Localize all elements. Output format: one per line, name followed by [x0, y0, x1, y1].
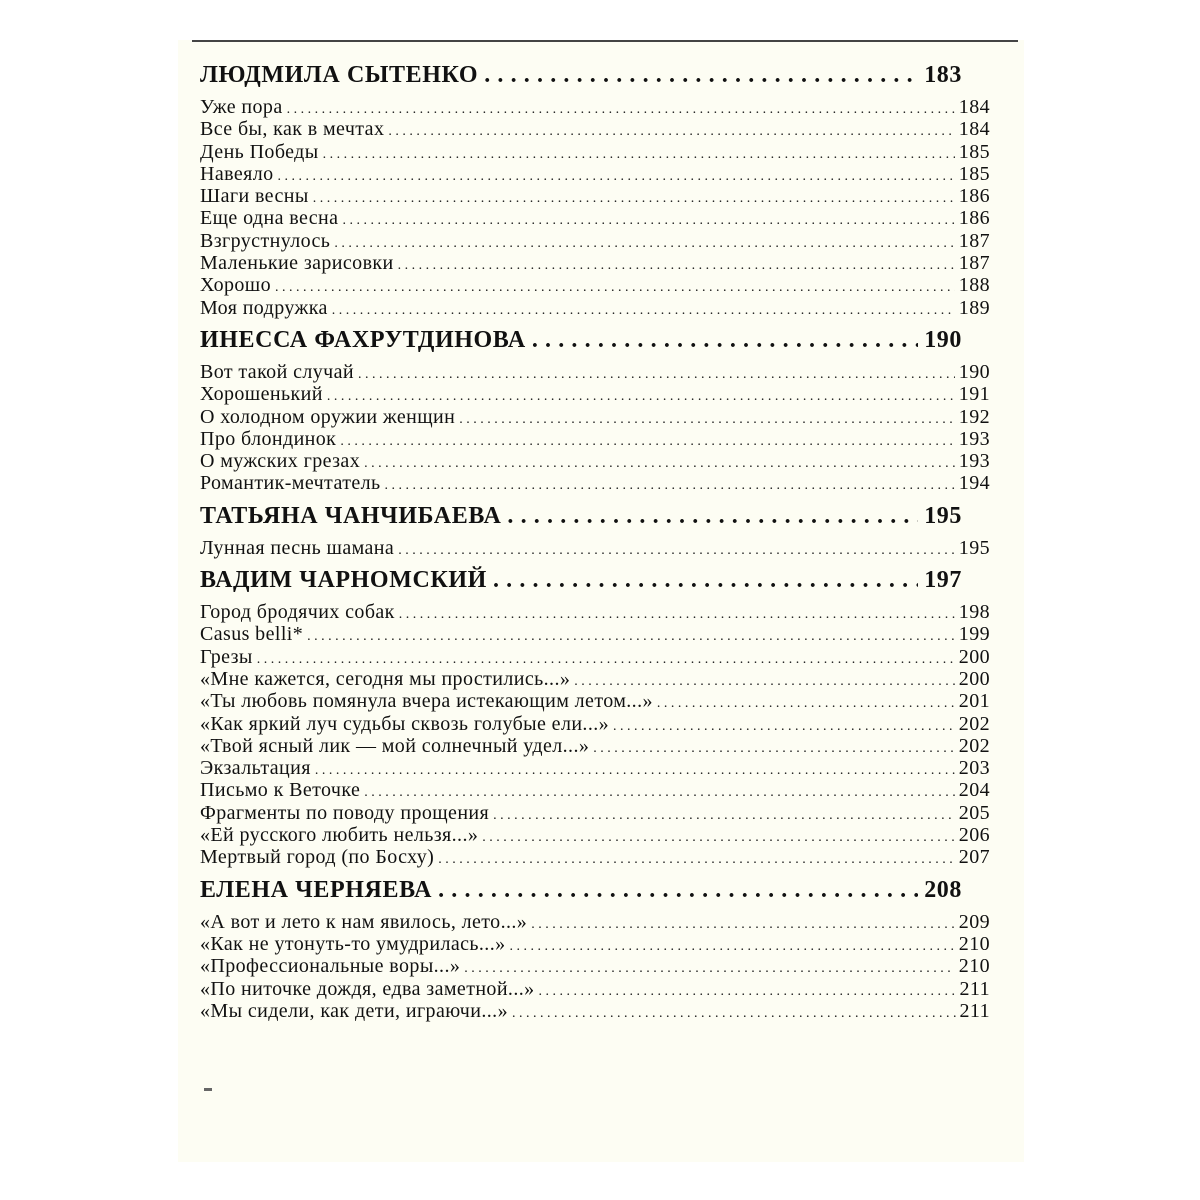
entry-title: О холодном оружии женщин	[200, 405, 456, 428]
entry-title: «А вот и лето к нам явилось, лето...»	[200, 910, 528, 933]
dot-leader	[512, 1000, 956, 1025]
entry-title: Письмо к Веточке	[200, 779, 361, 802]
entry-page-number: 206	[958, 824, 990, 847]
entry-title: «Профессиональные воры...»	[200, 955, 461, 978]
entry-page-number: 205	[958, 801, 990, 824]
toc-entry	[200, 252, 990, 274]
toc-entry	[200, 450, 990, 472]
entry-page-number: 193	[958, 427, 990, 450]
toc-entry	[200, 537, 990, 559]
entry-title: Хорошенький	[200, 383, 323, 406]
toc-entry	[200, 297, 990, 319]
toc-entry	[200, 735, 990, 757]
toc-section	[200, 60, 990, 325]
entry-title: «По ниточке дождя, едва заметной...»	[200, 977, 535, 1000]
dot-leader	[438, 846, 955, 871]
entry-page-number: 187	[958, 229, 990, 252]
entry-title: Экзальтация	[200, 757, 311, 780]
toc-entry	[200, 361, 990, 383]
entry-page-number: 184	[958, 118, 990, 141]
toc-entry	[200, 406, 990, 428]
toc-entry	[200, 472, 990, 494]
entry-page-number: 200	[958, 667, 990, 690]
entry-page-number: 202	[958, 712, 990, 735]
entry-page-number: 186	[958, 207, 990, 230]
toc-section	[200, 501, 990, 565]
author-page-number: 183	[924, 62, 962, 88]
entry-page-number: 188	[958, 274, 990, 297]
table-of-contents	[200, 60, 990, 1028]
toc-entry	[200, 668, 990, 690]
entry-title: Вот такой случай	[200, 360, 354, 383]
entry-title: Хорошо	[200, 274, 271, 297]
author-name: ЛЮДМИЛА СЫТЕНКО	[200, 62, 479, 88]
author-heading	[200, 875, 962, 911]
toc-entry	[200, 824, 990, 846]
dot-leader	[532, 325, 918, 355]
toc-entry	[200, 601, 990, 623]
toc-entry	[200, 96, 990, 118]
toc-entry	[200, 690, 990, 712]
toc-entry	[200, 978, 990, 1000]
author-page-number: 208	[924, 876, 962, 903]
entry-title: Грезы	[200, 645, 253, 668]
entry-title: Фрагменты по поводу прощения	[200, 801, 490, 824]
dot-leader	[438, 875, 918, 905]
entry-page-number: 211	[959, 999, 990, 1022]
toc-entry	[200, 163, 990, 185]
entry-title: День Победы	[200, 140, 319, 163]
entry-title: Шаги весны	[200, 185, 309, 208]
toc-entry	[200, 1000, 990, 1022]
entry-title: Навеяло	[200, 162, 274, 185]
author-name: ТАТЬЯНА ЧАНЧИБАЕВА	[200, 502, 502, 529]
toc-entry	[200, 185, 990, 207]
entry-page-number: 210	[958, 932, 990, 955]
entry-page-number: 204	[958, 779, 990, 802]
toc-entry	[200, 802, 990, 824]
entry-title: Casus belli*	[200, 623, 304, 646]
toc-entry	[200, 757, 990, 779]
entry-title: Мертвый город (по Босху)	[200, 846, 435, 869]
author-heading	[200, 60, 962, 96]
entry-page-number: 195	[958, 536, 990, 559]
toc-entry	[200, 141, 990, 163]
toc-entry	[200, 933, 990, 955]
entry-title: Про блондинок	[200, 427, 337, 450]
toc-entry	[200, 779, 990, 801]
toc-entry	[200, 274, 990, 296]
author-page-number: 195	[924, 502, 962, 529]
toc-section	[200, 875, 990, 1028]
entry-page-number: 200	[958, 645, 990, 668]
entry-title: Взгрустнулось	[200, 229, 331, 252]
entry-page-number: 193	[958, 450, 990, 473]
print-speck	[204, 1088, 212, 1091]
entry-title: «Ты любовь помянула вчера истекающим летом...»	[200, 690, 653, 713]
toc-entry	[200, 207, 990, 229]
dot-leader	[507, 501, 918, 531]
dot-leader	[484, 60, 918, 90]
entry-page-number: 185	[958, 140, 990, 163]
toc-section	[200, 325, 990, 501]
author-heading	[200, 501, 962, 537]
dot-leader	[385, 472, 955, 497]
dot-leader	[398, 537, 955, 562]
entry-title: Еще одна весна	[200, 207, 339, 230]
entry-page-number: 211	[959, 977, 990, 1000]
entry-page-number: 199	[958, 623, 990, 646]
entry-page-number: 207	[958, 846, 990, 869]
entry-title: О мужских грезах	[200, 450, 361, 473]
entry-title: Моя подружка	[200, 296, 328, 319]
author-heading	[200, 565, 962, 601]
entry-page-number: 192	[958, 405, 990, 428]
toc-entry	[200, 383, 990, 405]
entry-title: «Мне кажется, сегодня мы простились...»	[200, 667, 571, 690]
entry-title: «Ей русского любить нельзя...»	[200, 824, 479, 847]
toc-entry	[200, 428, 990, 450]
toc-section	[200, 565, 990, 875]
toc-entry	[200, 955, 990, 977]
entry-title: Уже пора	[200, 96, 283, 118]
top-rule	[192, 40, 1018, 42]
entry-page-number: 189	[958, 296, 990, 319]
author-heading	[200, 325, 962, 361]
toc-entry	[200, 713, 990, 735]
author-page-number: 197	[924, 567, 962, 594]
entry-title: Маленькие зарисовки	[200, 252, 394, 275]
entry-title: «Как не утонуть-то умудрилась...»	[200, 932, 506, 955]
book-page	[178, 40, 1024, 1162]
entry-page-number: 198	[958, 601, 990, 624]
entry-title: «Твой ясный лик — мой солнечный удел...»	[200, 734, 590, 757]
toc-entry	[200, 646, 990, 668]
entry-page-number: 185	[958, 162, 990, 185]
entry-page-number: 187	[958, 252, 990, 275]
entry-page-number: 191	[958, 383, 990, 406]
toc-entry	[200, 846, 990, 868]
entry-page-number: 186	[958, 185, 990, 208]
author-page-number: 190	[924, 326, 962, 353]
entry-title: «Мы сидели, как дети, играючи...»	[200, 999, 508, 1022]
author-name: ЕЛЕНА ЧЕРНЯЕВА	[200, 876, 433, 903]
entry-page-number: 203	[958, 757, 990, 780]
entry-title: «Как яркий луч судьбы сквозь голубые ели...»	[200, 712, 610, 735]
entry-title: Лунная песнь шамана	[200, 536, 395, 559]
entry-page-number: 194	[958, 472, 990, 495]
entry-page-number: 190	[958, 360, 990, 383]
author-name: ВАДИМ ЧАРНОМСКИЙ	[200, 567, 487, 594]
dot-leader	[332, 297, 955, 322]
toc-entry	[200, 911, 990, 933]
toc-entry	[200, 230, 990, 252]
toc-entry	[200, 623, 990, 645]
entry-page-number: 201	[958, 690, 990, 713]
toc-entry	[200, 118, 990, 140]
entry-page-number: 202	[958, 734, 990, 757]
entry-title: Все бы, как в мечтах	[200, 118, 385, 141]
author-name: ИНЕССА ФАХРУТДИНОВА	[200, 326, 526, 353]
entry-page-number: 209	[958, 910, 990, 933]
entry-page-number: 210	[958, 955, 990, 978]
entry-page-number: 184	[958, 96, 990, 118]
entry-title: Романтик-мечтатель	[200, 472, 381, 495]
dot-leader	[493, 565, 918, 595]
entry-title: Город бродячих собак	[200, 601, 395, 624]
